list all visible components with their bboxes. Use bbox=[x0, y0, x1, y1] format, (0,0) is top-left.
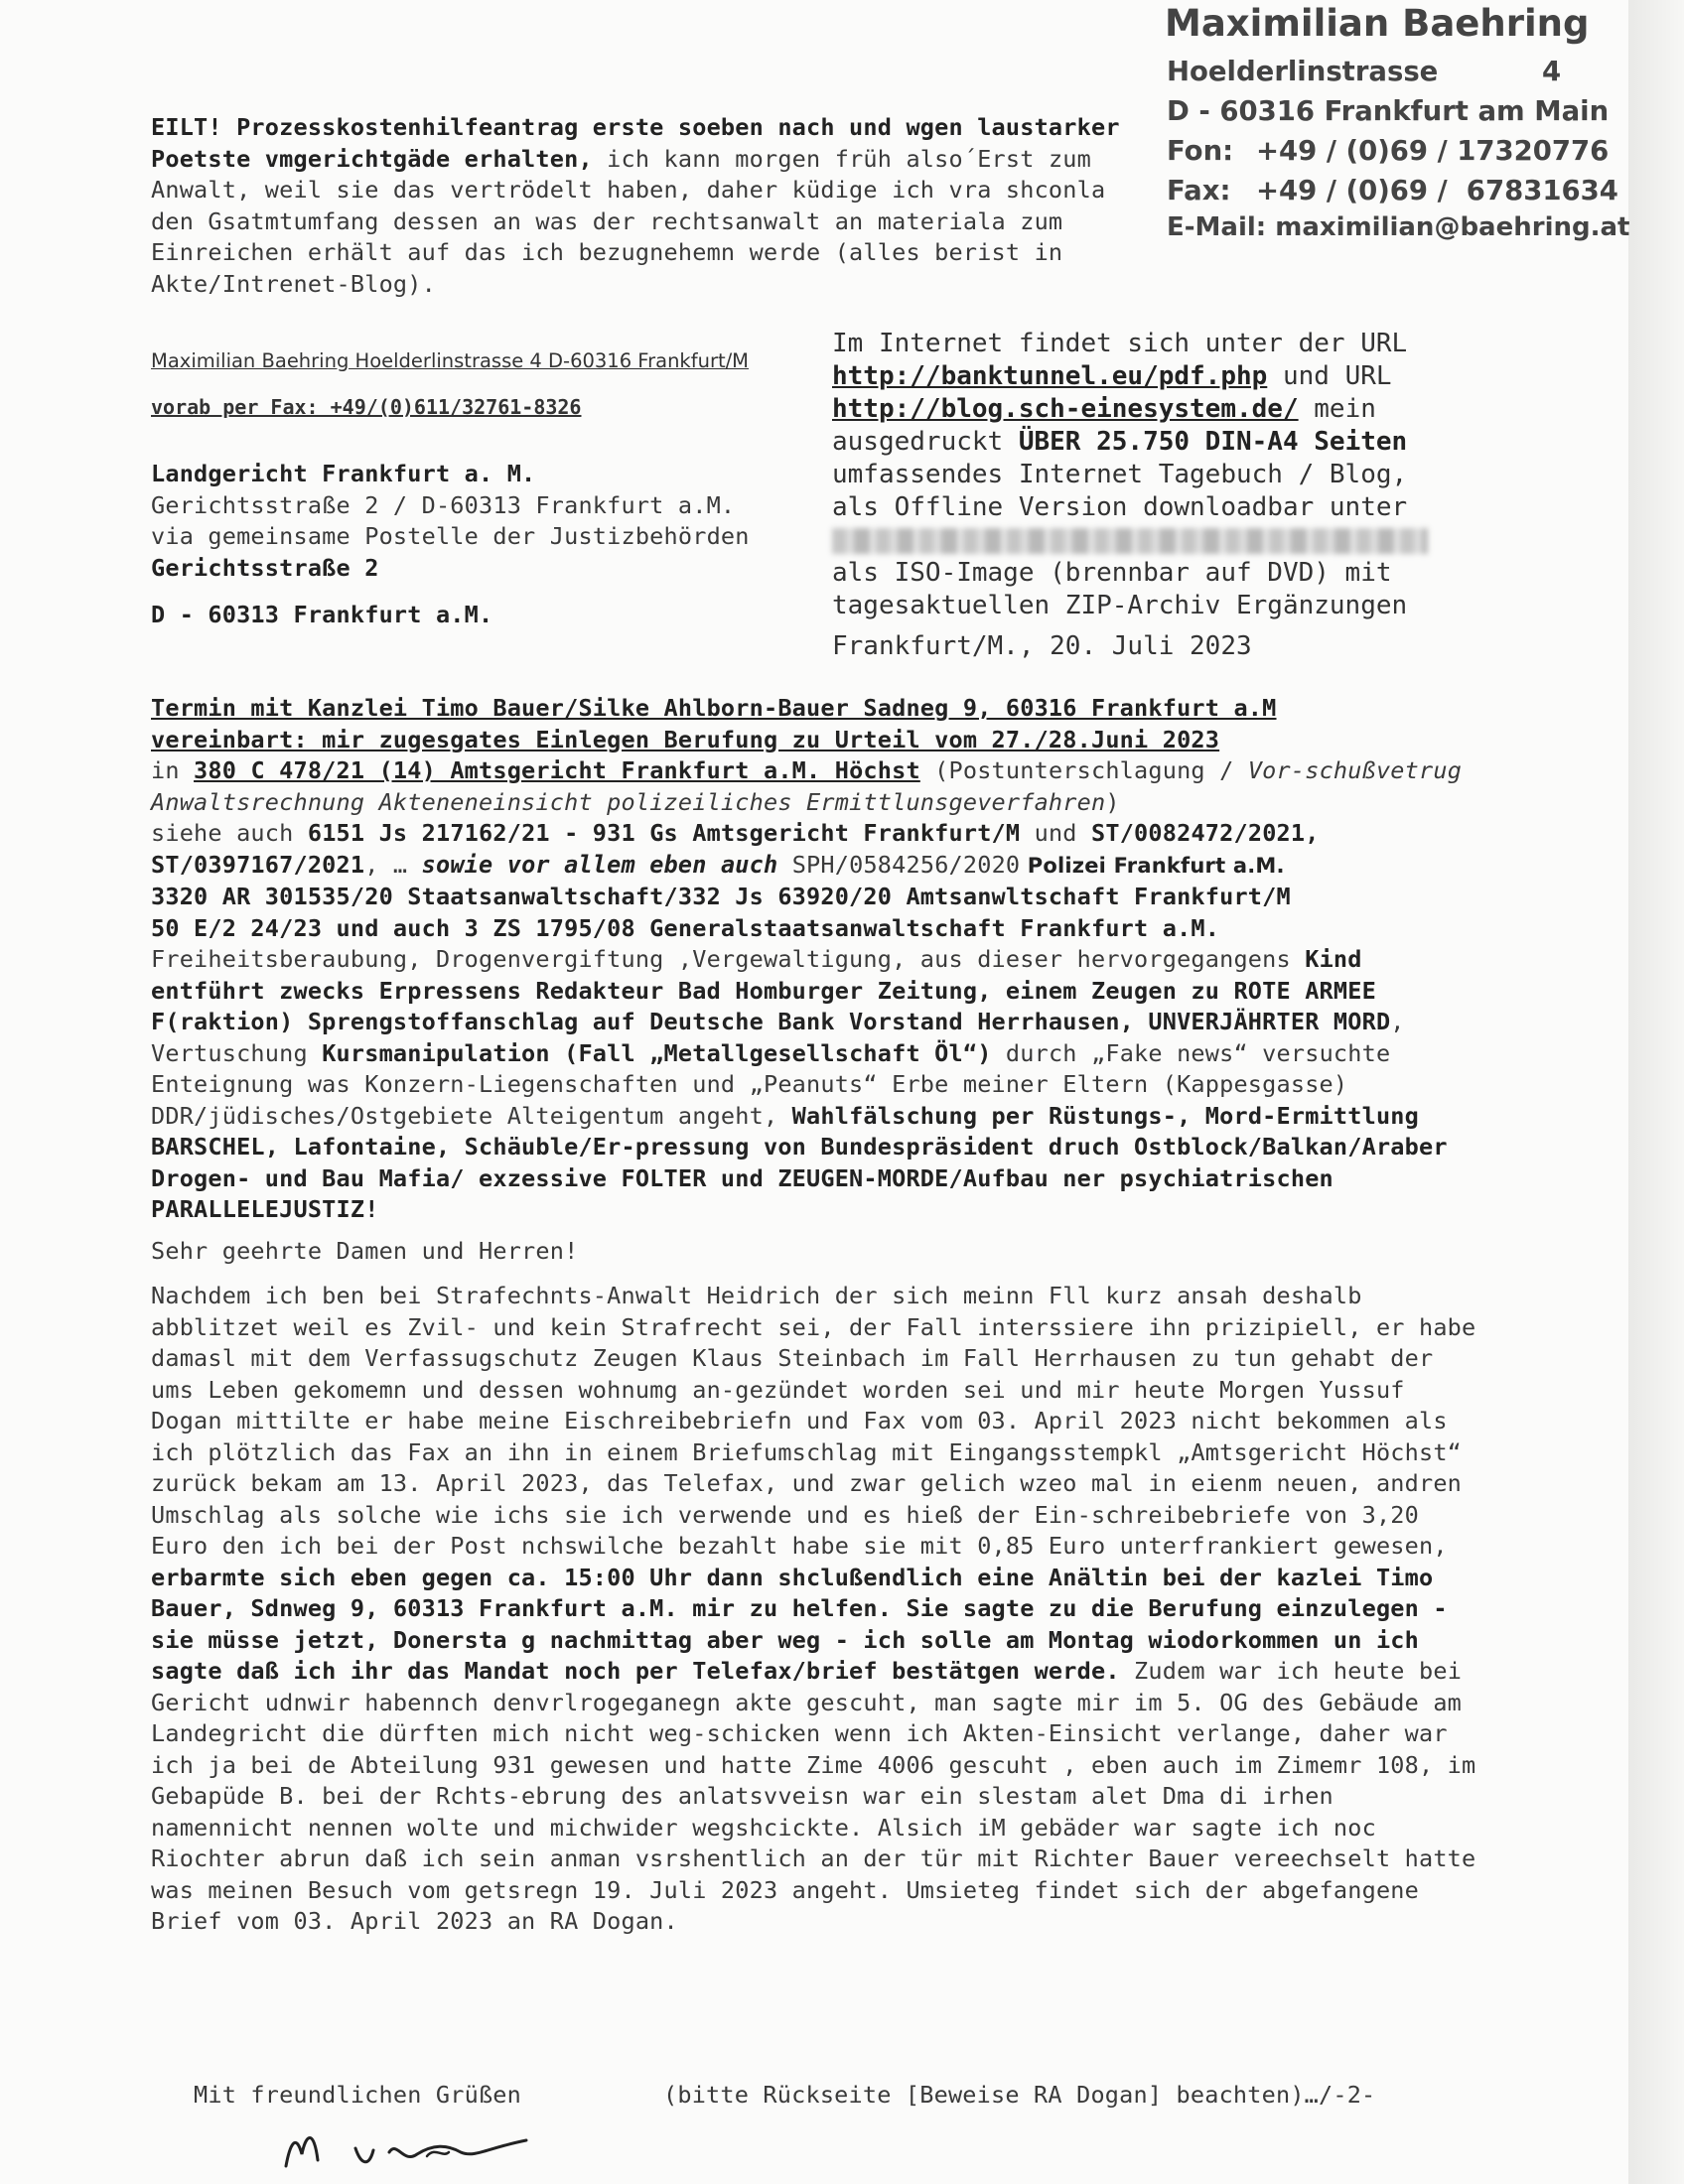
subject-line-1: Termin mit Kanzlei Timo Bauer/Silke Ahlborn-Bauer Sadneg 9, 60316 Frankfurt a.M bbox=[151, 694, 1277, 722]
body-paragraph: Nachdem ich ben bei Strafechnts-Anwalt Heidrich der sich meinn Fll kurz ansah deshalb abblitzet weil es Zvil- und kein Strafrecht sei, der Fall interssiere ihn prizipiell, er habe damasl mit dem Verfassugschutz Zeugen Klaus Steinbach im Fall Herrhausen zu tun gehabt der ums Leben gekomemn und dessen wohnumg an-gezündet worden sei und mir heute Morgen Yussuf Dogan mittilte er habe meine Eischreibebriefn und Fax vom 03. April 2023 nicht bekommen als ich plötzlich das Fax an ihn in einem Briefumschlag mit Eingangsstempkl „Amtsgericht Höchst“ zurück bekam am 13. April 2023, das Telefax, und zwar gelich wzeo mal in eienm neuen, andren Umschlag als solche wie ichs sie ich verwende und es hieß der Ein-schreibebriefe von 3,20 Euro den ich bei der Post nchswilche bezahlt habe sie mit 0,85 Euro unterfrankiert gewesen, erbarmte sich eben gegen ca. 15:00 Uhr dann shclußendlich eine Anältin bei der kazlei Timo Bauer, Sdnweg 9, 60313 Frankfurt a.M. mir zu helfen. Sie sagte zu die Berufung einzulegen - sie müsse jetzt, Donersta g nachmittag aber weg - ich solle am Montag wiodorkommen un ich sagte daß ich ihr das Mandat noch per Telefax/brief bestätgen werde. Zudem war ich heute bei Gericht udnwir habennch denvrlrogeganegn akte gescuht, man sagte mir im 5. OG des Gebäude am Landegricht die dürften mich nicht weg-schicken wenn ich Akten-Einsicht verlange, daher war ich ja bei de Abteilung 931 gewesen und hatte Zime 4006 gescuht , eben auch im Zimemr 108, im Gebapüde B. bei der Rchts-ebrung des anlatsvveisn war ein slestam alet Dma di irhen namennicht nennen wolte und michwider wegshcickte. Alsich iM gebäder war sagte ich noc Riochter abrun daß ich sein anman vsrshentlich an der tür mit Richter Bauer vereechselt hatte was meinen Besuch vom getsregn 19. Juli 2023 angeht. Umsieteg findet sich der abgefangene Brief vom 03. April 2023 an RA Dogan. bbox=[151, 1282, 1476, 1935]
internet-line-3: http://blog.sch-einesystem.de/ mein bbox=[832, 394, 1376, 424]
letterhead-name: Maximilian Baehring bbox=[1165, 2, 1590, 45]
letterhead-city: D - 60316 Frankfurt am Main bbox=[1167, 95, 1610, 127]
subject-allegations: Freiheitsberaubung, Drogenvergiftung ,Vergewaltigung, aus dieser hervorgegangens Kind entführt zwecks Erpressens Redakteur Bad Homburger Zeitung, einem Zeugen zu ROTE ARMEE F(raktion) Sprengstoffanschlag auf Deutsche Bank Vorstand Herrhausen, UNVERJÄHRTER MORD, Vertuschung Kursmanipulation (Fall „Metallgesellschaft Öl“) durch „Fake news“ versuchte Enteignung was Konzern-Liegenschaften und „Peanuts“ Erbe meiner Eltern (Kappesgasse) DDR/jüdisches/Ostgebiete Alteigentum angeht, Wahlfälschung per Rüstungs-, Mord-Ermittlung BARSCHEL, Lafontaine, Schäuble/Er-pressung von Bundespräsident druch Ostblock/Balkan/Araber Drogen- und Bau Mafia/ exzessive FOLTER und ZEUGEN-MORDE/Aufbau ner psychiatrischen PARALLELEJUSTIZ! bbox=[151, 945, 1448, 1223]
subject-references: siehe auch 6151 Js 217162/21 - 931 Gs Amtsgericht Frankfurt/M und ST/0082472/2021, ST/0397167/2021, … sowie vor allem eben auch SPH/0584256/2020 Polizei Frankfurt a.M. bbox=[151, 819, 1320, 879]
letterhead-fax-label: Fax: bbox=[1167, 175, 1231, 206]
letterhead-street: Hoelderlinstrasse bbox=[1167, 56, 1439, 87]
subject-case-paragraph: in 380 C 478/21 (14) Amtsgericht Frankfurt a.M. Höchst (Postunterschlagung / Vor-schußvetrug Anwaltsrechnung Akteneneinsicht polizeiliches Ermittlunsgeverfahren) bbox=[151, 756, 1463, 816]
letter-date: Frankfurt/M., 20. Juli 2023 bbox=[832, 631, 1252, 661]
internet-line-4: ausgedruckt ÜBER 25.750 DIN-A4 Seiten bbox=[832, 427, 1408, 457]
internet-line-2: http://banktunnel.eu/pdf.php und URL bbox=[832, 361, 1392, 391]
letterhead-phone: +49 / (0)69 / 17320776 bbox=[1256, 135, 1610, 167]
case-number: 380 C 478/21 (14) Amtsgericht Frankfurt a.M. Höchst bbox=[194, 756, 920, 784]
recipient-address bbox=[151, 459, 826, 631]
internet-line-9: tagesaktuellen ZIP-Archiv Ergänzungen bbox=[832, 591, 1408, 620]
letterhead-house-number: 4 bbox=[1542, 56, 1562, 87]
internet-line-6: als Offline Version downloadbar unter bbox=[832, 492, 1408, 522]
handwritten-signature bbox=[278, 2115, 536, 2184]
recipient-city: D - 60313 Frankfurt a.M. bbox=[151, 601, 493, 628]
internet-line-1: Im Internet findet sich unter der URL bbox=[832, 329, 1408, 358]
letter-body bbox=[151, 1281, 1486, 1938]
recipient-name: Landgericht Frankfurt a. M. bbox=[151, 460, 536, 487]
recipient-line-1: Gerichtsstraße 2 / D-60313 Frankfurt a.M. bbox=[151, 490, 736, 519]
urgent-note-bold: EILT! Prozesskostenhilfeantrag erste soeben nach und wgen laustarker Poetste vmgerichtgäde erhalten, bbox=[151, 113, 1120, 173]
recipient-line-3: Gerichtsstraße 2 bbox=[151, 553, 379, 582]
recipient-line-2: via gemeinsame Postelle der Justizbehörden bbox=[151, 522, 750, 550]
salutation: Sehr geehrte Damen und Herren! bbox=[151, 1237, 579, 1265]
subject-block bbox=[151, 693, 1481, 1226]
urgent-note-text: ich kann morgen früh also´Erst zum Anwalt, weil sie das vertrödelt haben, daher küdige ich vra shconla den Gsatmtumfang dessen an was der rechtsanwalt an materiala zum Einreichen erhält auf das ich bezugnehemn werde (alles berist in Akte/Intrenet-Blog). bbox=[151, 144, 1106, 298]
page-edge bbox=[1628, 0, 1684, 2184]
internet-info-box bbox=[832, 328, 1487, 663]
urgent-note bbox=[151, 112, 1134, 300]
closing-greeting: Mit freundlichen Grüßen bbox=[194, 2081, 522, 2109]
letterhead-fax: +49 / (0)69 / 67831634 bbox=[1256, 175, 1618, 206]
internet-line-5: umfassendes Internet Tagebuch / Blog, bbox=[832, 460, 1408, 489]
url-banktunnel-link[interactable]: http://banktunnel.eu/pdf.php bbox=[832, 361, 1268, 391]
subject-line-2: vereinbart: mir zugesgates Einlegen Berufung zu Urteil vom 27./28.Juni 2023 bbox=[151, 725, 1220, 753]
fax-prior-line: vorab per Fax: +49/(0)611/32761-8326 bbox=[151, 395, 582, 419]
internet-line-8: als ISO-Image (brennbar auf DVD) mit bbox=[832, 558, 1392, 588]
url-blog-link[interactable]: http://blog.sch-einesystem.de/ bbox=[832, 394, 1299, 424]
letterhead-email: E-Mail: maximilian@baehring.at bbox=[1167, 212, 1630, 242]
redacted-url bbox=[832, 524, 1487, 557]
letterhead-phone-label: Fon: bbox=[1167, 135, 1234, 167]
subject-reference-5: 50 E/2 24/23 und auch 3 ZS 1795/08 Generalstaatsanwaltschaft Frankfurt a.M. bbox=[151, 913, 1220, 942]
closing-note: (bitte Rückseite [Beweise RA Dogan] beachten)…/-2- bbox=[663, 2081, 1376, 2109]
subject-reference-4: 3320 AR 301535/20 Staatsanwaltschaft/332 Js 63920/20 Amtsanwltschaft Frankfurt/M bbox=[151, 883, 1291, 910]
sender-address-line: Maximilian Baehring Hoelderlinstrasse 4 D-60316 Frankfurt/M bbox=[151, 349, 750, 372]
